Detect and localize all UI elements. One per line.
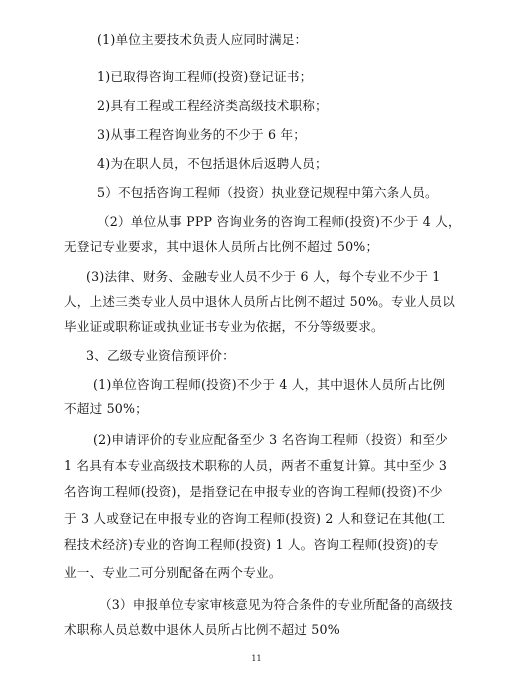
text-line: 1)已取得咨询工程师(投资)登记证书； bbox=[97, 69, 313, 84]
page-number: 11 bbox=[251, 654, 262, 663]
text-line: （3）申报单位专家审核意见为符合条件的专业所配备的高级技 bbox=[99, 597, 453, 612]
text-line: 3)从事工程咨询业务的不少于 6 年； bbox=[97, 127, 307, 142]
text-line: 名咨询工程师(投资)，是指登记在申报专业的咨询工程师(投资)不少 bbox=[64, 484, 443, 499]
text-line: 毕业证或职称证或执业证书专业为依据，不分等级要求。 bbox=[64, 319, 384, 334]
text-line: 无登记专业要求，其中退休人员所占比例不超过 50%； bbox=[64, 239, 379, 254]
text-line: (2)申请评价的专业应配备至少 3 名咨询工程师（投资）和至少 bbox=[93, 432, 448, 447]
text-line: 程技术经济)专业的咨询工程师(投资) 1 人。咨询工程师(投资)的专 bbox=[64, 537, 439, 552]
text-line: (1)单位主要技术负责人应同时满足： bbox=[97, 32, 308, 47]
text-line: (1)单位咨询工程师(投资)不少于 4 人，其中退休人员所占比例 bbox=[93, 377, 446, 392]
text-line: 4)为在职人员，不包括退休后返聘人员； bbox=[97, 156, 328, 171]
text-line: 业一、专业二可分别配备在两个专业。 bbox=[64, 565, 282, 580]
text-line: （2）单位从事 PPP 咨询业务的咨询工程师(投资)不少于 4 人， bbox=[97, 214, 461, 229]
text-line: 1 名具有本专业高级技术职称的人员，两者不重复计算。其中至少 3 bbox=[64, 458, 448, 473]
text-line: (3)法律、财务、金融专业人员不少于 6 人，每个专业不少于 1 bbox=[86, 269, 441, 284]
text-line: 于 3 人或登记在申报专业的咨询工程师(投资) 2 人和登记在其他(工 bbox=[64, 511, 446, 526]
text-line: 不超过 50%； bbox=[64, 401, 148, 416]
text-line: 2)具有工程或工程经济类高级技术职称； bbox=[97, 98, 328, 113]
text-line: 人，上述三类专业人员中退休人员所占比例不超过 50%。专业人员以 bbox=[64, 294, 456, 309]
text-line: 5）不包括咨询工程师（投资）执业登记规程中第六条人员。 bbox=[97, 185, 438, 200]
text-line: 术职称人员总数中退休人员所占比例不超过 50% bbox=[64, 622, 340, 637]
section-heading: 3、乙级专业资信预评价： bbox=[86, 348, 235, 363]
